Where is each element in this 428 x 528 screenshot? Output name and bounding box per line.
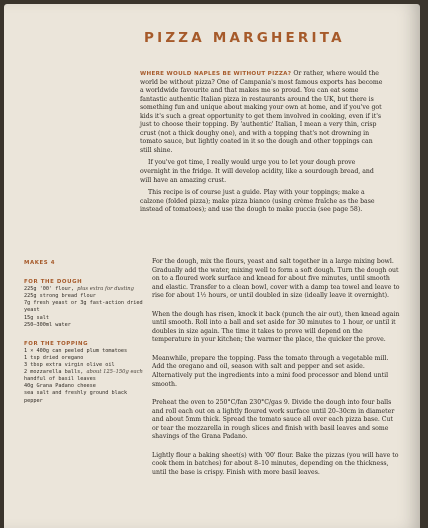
intro-paragraph-2: If you've got time, I really would urge you to let your dough prove overnight in the fridge. It will develop acidity, like a sourdough bread, and will have an amazing crust.: [140, 159, 374, 184]
dough-ingredient-list: [24, 286, 144, 329]
ingredient-item: 1 × 400g can peeled plum tomatoes: [24, 347, 128, 354]
intro-lead: WHERE WOULD NAPLES BE WITHOUT PIZZA?: [140, 71, 292, 77]
method-step-3: Meanwhile, prepare the topping. Pass the tomato through a vegetable mill. Add the oregano and oil, season with salt and pepper and set aside. Alternatively put the ingredients into a mini food processor and blend until smooth.: [152, 354, 389, 388]
recipe-title: PIZZA MARGHERITA: [144, 30, 345, 46]
recipe-intro: [140, 70, 384, 219]
ingredient-item: 2 mozzarella balls, about 125–150g each: [24, 369, 143, 376]
intro-paragraph-1: [140, 70, 384, 155]
ingredient-item: 3 tbsp extra virgin olive oil: [24, 362, 115, 369]
topping-ingredient-list: [24, 348, 144, 405]
ingredients-sidebar: [24, 260, 144, 417]
method-steps: [152, 258, 400, 487]
ingredient-item: 40g Grana Padano cheese: [24, 383, 96, 390]
cookbook-page: [4, 4, 420, 528]
ingredient-item: handful of basil leaves: [24, 376, 96, 383]
method-step-5: Lightly flour a baking sheet(s) with '00' flour. Bake the pizzas (you will have to cook them in batches) for about 8–10 minutes, depending on the thickness, until the base is crispy. Finish with more basil leaves.: [152, 451, 399, 476]
ingredient-item: 1 tsp dried oregano: [24, 354, 84, 361]
ingredient-item: 225g '00' flour, plus extra for dusting: [24, 286, 134, 293]
topping-heading: FOR THE TOPPING: [24, 340, 89, 347]
dough-heading: FOR THE DOUGH: [24, 279, 83, 286]
method-step-1: For the dough, mix the flours, yeast and salt together in a large mixing bowl. Gradually add the water, mixing well to form a soft dough. Turn the dough out on to a floured work surface and knead for about five minutes, until smooth and elastic. Transfer to a clean bowl, cover with a damp tea towel and leave to rise for about 1½ hours, or until doubled in size (ideally leave it overnight).: [152, 258, 400, 300]
ingredient-item: 225g strong bread flour: [24, 293, 96, 300]
method-step-2: When the dough has risen, knock it back (punch the air out), then knead again until smooth. Roll into a ball and set aside for 30 minutes to 1 hour, or until it doubles in size again. The time it takes to prove will depend on the temperature in your kitchen; the warmer the place, the quicker the prove.: [152, 310, 400, 344]
method-step-4: Preheat the oven to 250°C/fan 230°C/gas 9. Divide the dough into four balls and roll each out on a lightly floured work surface until 20–30cm in diameter and about 5mm thick. Spread the tomato sauce all over each pizza base. Cut or tear the mozzarella in rough slices and finish with basil leaves and some shavings of the Grana Padano.: [152, 399, 395, 441]
intro-paragraph-1-text: Or rather, where would the world be without pizza? One of Campania's most famous exports has become a worldwide favourite and that makes me so proud. You can eat some fantastic authentic Italian pizza in restaurants around the UK, but there is something fun and unique about making your own at home, and if you've got kids it's such a great opportunity to get them involved in cooking, even if it's just to choose their topping. By 'authentic' Italian, I mean a very thin, crisp crust (not a thick doughy one), and with a topping that's not drowning in tomato sauce, but lightly coated in it so the dough and other toppings can still shine.: [140, 70, 383, 154]
intro-paragraph-3: This recipe is of course just a guide. Play with your toppings; make a calzone (folded pizza); make pizza bianco (using crème fraîche as the base instead of tomatoes); and use the dough to make puccia (see page 58).: [140, 189, 375, 214]
serving-yield: MAKES 4: [24, 260, 56, 266]
ingredient-item: 7g fresh yeast or 3g fast-action dried yeast: [24, 300, 143, 314]
ingredient-item: 250–300ml water: [24, 321, 71, 328]
ingredient-item: sea salt and freshly ground black pepper: [24, 390, 128, 404]
ingredient-item: 15g salt: [24, 314, 49, 321]
